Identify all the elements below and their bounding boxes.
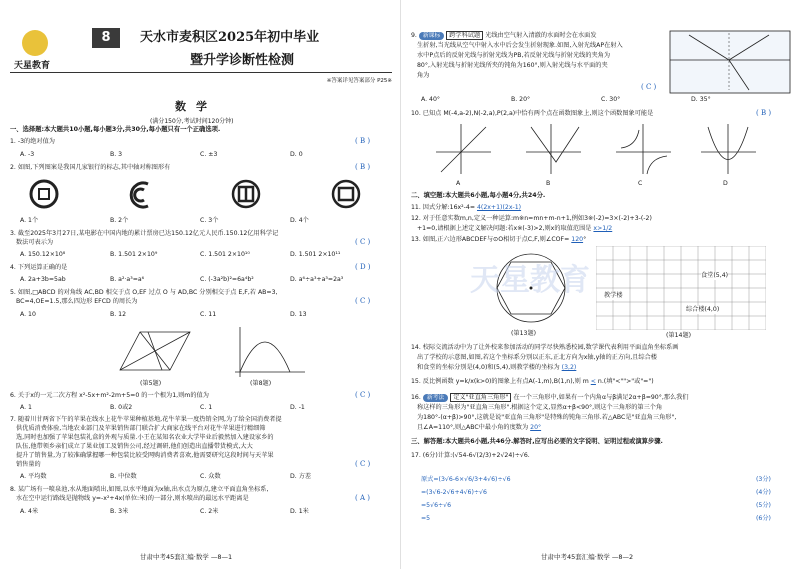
- section3-heading: 三、解答题:本大题共6小题,共46分.解答时,应写出必要的文字说明、证明过程或演算步骤.: [411, 438, 663, 445]
- function-graphs-figure: [431, 122, 761, 178]
- q15-stem: [411, 378, 654, 386]
- right-page: [400, 0, 800, 569]
- solution-points: (6分): [756, 515, 771, 522]
- q13-text: 13. 如图,正六边形ABCDEF与⊙O相切于点C,F,则∠COF=: [411, 236, 570, 243]
- q3-opt-a: A. 150.12×10⁸: [20, 251, 66, 258]
- q16-tag: 新考法: [423, 394, 448, 402]
- q11-answer: 4(2x+1)(2x-1): [476, 204, 522, 211]
- q9-tag: 新课标: [419, 32, 444, 40]
- q4-answer: ( D ): [355, 263, 371, 271]
- q2-answer: ( B ): [355, 163, 371, 171]
- bank-logo-icon: [233, 181, 259, 207]
- fig5-caption: (第5题): [140, 380, 162, 387]
- q9-opt-b: B. 20°: [511, 96, 531, 103]
- exam-title-line1: 天水市麦积区2025年初中毕业: [140, 30, 320, 45]
- q16-header: 16. 新考法 定义"亚直角三角形" 在一个三角形中,如果有一个内角α与β满足2α+β=90°,那么我们: [411, 394, 689, 401]
- q7-stem-a: 7. 随着川甘两省下午的苹果在线水上花牛苹果种植基地,花牛苹果一度热销全网,为了给全国消费者提: [10, 416, 282, 423]
- q16-stem-c: 为180°-(α+β)>90°,这就是说"亚直角三角形"是特殊的钝角三角形.若△ABC是"亚直角三角形",: [417, 414, 677, 421]
- q14-stem-b: 出了学校的示意图,如图,若这个坐标系分别以正东,正北方向为x轴,y轴的正方向,且综合楼: [417, 354, 657, 361]
- q6-opt-a: A. 1: [20, 404, 32, 411]
- solution-points: (5分): [756, 502, 771, 509]
- q15-text-a: 15. 反比例函数 y=k/x(k>0)的图象上有点A(-1,m),B(1,n),则 m: [411, 378, 589, 385]
- grid-label-canteen: 食堂(5,4): [701, 272, 729, 279]
- graph-d: [701, 124, 756, 174]
- figures-q5-q8: [110, 322, 310, 380]
- q10-label-a: A: [456, 180, 461, 187]
- right-footer: 甘肃中考45套汇编·数学 —8—2: [541, 553, 634, 561]
- q14-answer: (3,2): [561, 364, 577, 371]
- q1-stem: 1. -3的绝对值为: [10, 138, 55, 145]
- q12-stem-a: 12. 对于任意实数m,n,定义一种运算:m※n=mn+m-n+1,例如3※(-2)=3×(-2)+3-(-2): [411, 215, 652, 222]
- q10-stem: 10. 已知点 M(-4,a-2),N(-2,a),P(2,a)中恰有两个点在函数图象上,则这个函数图象可能是: [411, 110, 654, 117]
- solution-line: =(3√6-2√6+4√6)÷√6: [421, 489, 487, 496]
- q2-opt-a: A. 1个: [20, 217, 39, 224]
- q5-opt-b: B. 12: [110, 311, 127, 318]
- q1-answer: ( B ): [355, 137, 371, 145]
- q8-opt-d: D. 1米: [290, 508, 309, 515]
- subject-title: 数学: [175, 100, 217, 113]
- section1-heading: 一、选择题:本大题共10小题,每小题3分,共30分,每小题只有一个正确选项.: [10, 126, 221, 133]
- q7-stem-d: 队伍,他带领乡亲们成立了果业加工及销售公司,经过调研,他们创造出直播带货模式,大大: [16, 443, 253, 450]
- q2-opt-d: D. 4个: [290, 217, 309, 224]
- q14-text: 和食堂的坐标分别是(4,0)和(5,4),则教学楼的坐标为: [417, 364, 560, 371]
- fig8-caption: (第8题): [250, 380, 272, 387]
- q5-opt-a: A. 10: [20, 311, 36, 318]
- q14-stem-c: [417, 364, 576, 372]
- q8-opt-b: B. 3米: [110, 508, 129, 515]
- q2-stem: 2. 如图,下列图案是我国几家银行的标志,其中轴对称图形有: [10, 164, 171, 171]
- q16-text: 且∠A=110°,则△ABC中最小角的度数为: [417, 424, 529, 431]
- fig13-caption: (第13题): [511, 330, 537, 337]
- q3-opt-d: D. 1.501 2×10¹¹: [290, 251, 341, 258]
- bank-logo-icon: [131, 183, 148, 207]
- fig14-caption: (第14题): [666, 332, 692, 339]
- solution-line: 原式=(3√6-6×√6/3+4√6)÷√6: [421, 476, 511, 483]
- q4-opt-d: D. a⁶÷a³+a³=2a³: [290, 276, 344, 283]
- tianxing-logo-icon: [22, 30, 48, 56]
- q13-answer: 120: [571, 236, 584, 243]
- q3-stem-a: 3. 截至2025年3月27日,某电影在中国内地的累计票房已达150.12亿元人民币.150.12亿用科学记: [10, 230, 279, 237]
- logo-text: 天星教育: [14, 61, 51, 71]
- score-note: (满分150分,考试时间120分钟): [150, 118, 234, 125]
- q9-stem-d: 80°,入射光线与折射光线所夹的钝角为160°,则入射光线与水平面的夹: [417, 62, 608, 69]
- q12-text: +1=0,请根据上述定义解决问题:若x※(-3)>2,则x的取值范围是: [417, 225, 592, 232]
- q9-answer: ( C ): [641, 83, 657, 91]
- bank-logos-figure: [28, 178, 368, 212]
- q10-label-d: D: [723, 180, 728, 187]
- q8-opt-c: C. 2米: [200, 508, 219, 515]
- left-footer: 甘肃中考45套汇编·数学 —8—1: [140, 553, 233, 561]
- q13-stem: 13. 如图,正六边形ABCDEF与⊙O相切于点C,F,则∠COF= 120°: [411, 236, 587, 243]
- watermark: 天星教育: [470, 263, 590, 298]
- q10-label-b: B: [546, 180, 551, 187]
- q7-answer: ( C ): [355, 460, 371, 468]
- q6-stem: 6. 关于x的一元二次方程 x²-5x+m²-2m+5=0 的一个根为1,则m的值为: [10, 392, 209, 399]
- q7-opt-d: D. 方差: [290, 473, 312, 480]
- q7-stem-e: 提升了销售量,为了较准确掌握哪一种包装比较受网购消费者喜欢,他需要研究这段时间与天苹果: [16, 452, 274, 459]
- q16-stem-b: 称这样的三角形为"亚直角三角形".根据这个定义,显然α+β<90°,则这个三角形的第三个角: [417, 404, 663, 411]
- q7-opt-c: C. 众数: [200, 473, 221, 480]
- q6-opt-d: D. -1: [290, 404, 305, 411]
- q10-answer: ( B ): [756, 109, 772, 117]
- grid-label-complex: 综合楼(4,0): [686, 306, 720, 313]
- q6-opt-c: C. 1: [200, 404, 213, 411]
- graph-a: [436, 124, 491, 174]
- q7-stem-f: 销售量的: [16, 461, 41, 468]
- q4-stem: 4. 下列运算正确的是: [10, 264, 68, 271]
- q16-topic: 定义"亚直角三角形": [450, 393, 511, 402]
- q2-opt-b: B. 2个: [110, 217, 129, 224]
- parabola-figure: [235, 327, 305, 377]
- q9-opt-a: A. 40°: [421, 96, 441, 103]
- q8-opt-a: A. 4米: [20, 508, 39, 515]
- section2-heading: 二、填空题:本大题共6小题,每小题4分,共24分.: [411, 192, 546, 199]
- q1-opt-d: D. 0: [290, 151, 303, 158]
- q11-stem: [411, 204, 521, 212]
- q9-stem-b: 生折射,当光线从空气中射入水中后会发生折射现象.如图,入射光线AP在射入: [417, 42, 623, 49]
- q9-stem-c: 水中P点后的反射光线与折射光线为PB,若反射光线与折射光线的夹角为: [417, 52, 611, 59]
- header-divider: [10, 72, 392, 73]
- q1-opt-c: C. ±3: [200, 151, 218, 158]
- parallelogram-figure: [120, 332, 190, 370]
- q4-opt-c: C. (-3a²b)²=6a⁴b²: [200, 276, 254, 283]
- q3-answer: ( C ): [355, 238, 371, 246]
- q17-stem: 17. (6分)计算:(√54-6√(2/3)+2√24)÷√6.: [411, 452, 530, 459]
- q5-stem-b: BC=4,OE=1.5,那么四边形 EFCD 的周长为: [16, 298, 138, 305]
- q12-answer: x>1/2: [593, 225, 613, 232]
- q14-stem-a: 14. 校际交流活动中为了让外校来参加活动的同学尽快熟悉校园,数学课代表利用平面直角坐标系画: [411, 344, 679, 351]
- q16-answer: 20°: [530, 424, 542, 431]
- q3-opt-c: C. 1.501 2×10¹⁰: [200, 251, 250, 258]
- q5-opt-d: D. 13: [290, 311, 307, 318]
- q11-text: 11. 因式分解:16x²-4=: [411, 204, 476, 211]
- solution-points: (3分): [756, 476, 771, 483]
- q5-stem-a: 5. 如图,□ABCD 的对角线 AC,BD 相交于点 O,EF 过点 O 与 AD,BC 分别相交于点 E,F,若 AB=3,: [10, 289, 278, 296]
- q2-opt-c: C. 3个: [200, 217, 219, 224]
- exam-title-line2: 暨升学诊断性检测: [190, 53, 295, 68]
- q10-label-c: C: [638, 180, 643, 187]
- bank-logo-icon: [31, 181, 57, 207]
- q8-answer: ( A ): [355, 494, 370, 502]
- q9-opt-d: D. 35°: [691, 96, 711, 103]
- refraction-figure: [669, 30, 791, 94]
- solution-points: (4分): [756, 489, 771, 496]
- answer-note: ※答案详见答案部分 P25※: [326, 78, 392, 84]
- grid-label-teaching: 教学楼: [604, 292, 623, 299]
- q7-stem-c: 选,同时也加强了苹果包装礼盒的外观与质量.小王在某知名农业大学毕业后毅然加入建设家乡的: [16, 434, 274, 441]
- q8-stem-a: 8. 某广场有一喷泉池,水从地面喷出,如图,以水平地面为x轴,出水点为原点,建立平面直角坐标系,: [10, 486, 269, 493]
- q3-opt-b: B. 1.501 2×10⁹: [110, 251, 158, 258]
- bank-logo-icon: [333, 181, 359, 207]
- q6-opt-b: B. 0或2: [110, 404, 133, 411]
- q9-stem-a: 光线由空气射入清澈的水面时会在水面发: [485, 32, 597, 39]
- q16-stem-d: [417, 424, 541, 432]
- q3-stem-b: 数法可表示为: [16, 239, 54, 246]
- solution-line: =5: [421, 515, 431, 522]
- graph-b: [526, 124, 581, 174]
- q1-opt-a: A. -3: [20, 151, 35, 158]
- page-number: 8: [92, 28, 120, 48]
- solution-line: =5√6÷√6: [421, 502, 452, 509]
- q6-answer: ( C ): [355, 391, 371, 399]
- q9-opt-c: C. 30°: [601, 96, 621, 103]
- q9-header: 9. 新课标 跨学科试题 光线由空气射入清澈的水面时会在水面发: [411, 32, 597, 39]
- graph-c: [616, 124, 671, 174]
- q15-text-b: n.(填"<"">"或"="): [597, 378, 654, 385]
- q15-answer: <: [590, 378, 596, 385]
- q12-stem-b: [417, 225, 612, 233]
- q9-stem-e: 角为: [417, 72, 430, 79]
- q8-stem-b: 水在空中运行路线是抛物线 y=-x²+4x(单位:米)的一部分,则水喷出的最远水平距离是: [16, 495, 249, 502]
- q9-topic: 跨学科试题: [446, 31, 483, 40]
- q5-answer: ( C ): [355, 297, 371, 305]
- q4-opt-b: B. a²·a³=a⁶: [110, 276, 145, 283]
- q7-opt-a: A. 平均数: [20, 473, 47, 480]
- q7-opt-b: B. 中位数: [110, 473, 137, 480]
- q5-opt-c: C. 11: [200, 311, 217, 318]
- q16-stem-a: 在一个三角形中,如果有一个内角α与β满足2α+β=90°,那么我们: [513, 394, 689, 401]
- q7-stem-b: 供优质消费体验,当地农业部门及苹果销售部门联合扩大商家在线平台对花牛苹果进行精细筛: [16, 425, 266, 432]
- q1-opt-b: B. 3: [110, 151, 123, 158]
- campus-grid-figure: [596, 246, 766, 330]
- q4-opt-a: A. 2a+3b=5ab: [20, 276, 66, 283]
